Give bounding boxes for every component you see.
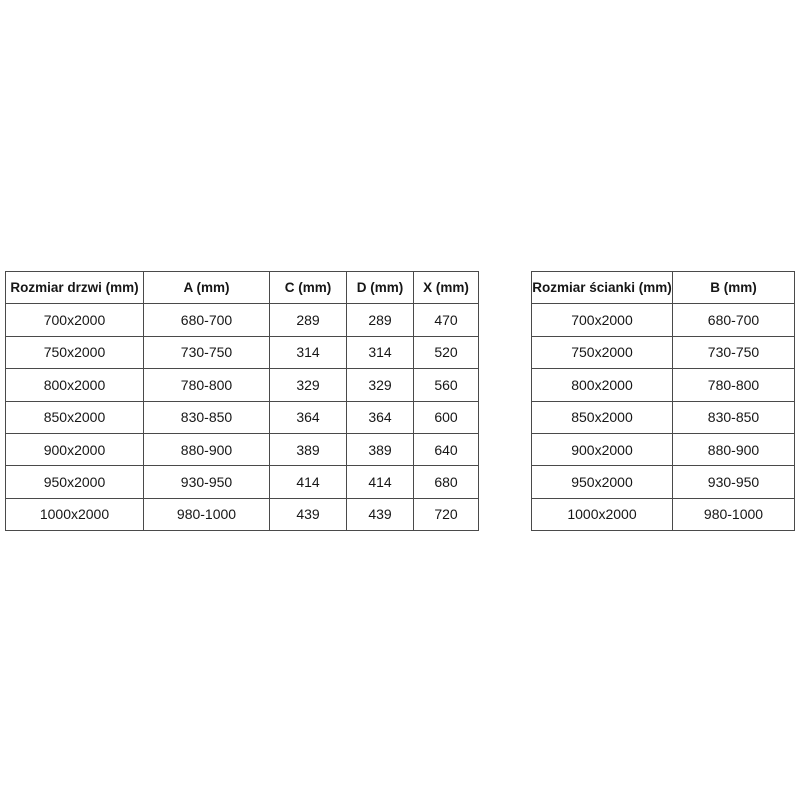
table-cell: 520: [414, 336, 479, 368]
table-row: [6, 401, 479, 433]
table-cell: 950x2000: [6, 466, 144, 498]
table-cell: 1000x2000: [532, 498, 673, 530]
table-cell: 389: [270, 433, 347, 465]
header-row: [6, 272, 479, 304]
table-cell: 880-900: [673, 433, 795, 465]
table-row: [6, 304, 479, 336]
table-cell: 680-700: [144, 304, 270, 336]
table-cell: 830-850: [144, 401, 270, 433]
table-cell: 850x2000: [6, 401, 144, 433]
table-cell: 389: [347, 433, 414, 465]
table-cell: 900x2000: [6, 433, 144, 465]
table-row: [6, 433, 479, 465]
table-row: [6, 336, 479, 368]
table-row: [532, 433, 795, 465]
table-cell: 700x2000: [532, 304, 673, 336]
table-row: [6, 369, 479, 401]
table-cell: 780-800: [673, 369, 795, 401]
table-row: [532, 401, 795, 433]
table-cell: 880-900: [144, 433, 270, 465]
table-cell: 800x2000: [6, 369, 144, 401]
table-cell: 364: [347, 401, 414, 433]
column-header: B (mm): [673, 272, 795, 304]
table-row: [532, 336, 795, 368]
table-cell: 329: [270, 369, 347, 401]
table-cell: 900x2000: [532, 433, 673, 465]
table-row: [6, 466, 479, 498]
table-row: [532, 369, 795, 401]
table-row: [6, 498, 479, 530]
table-cell: 750x2000: [6, 336, 144, 368]
table-cell: 560: [414, 369, 479, 401]
table-cell: 414: [270, 466, 347, 498]
table-row: [532, 304, 795, 336]
table-cell: 730-750: [144, 336, 270, 368]
table-cell: 730-750: [673, 336, 795, 368]
table-cell: 414: [347, 466, 414, 498]
table-cell: 680-700: [673, 304, 795, 336]
table-cell: 700x2000: [6, 304, 144, 336]
table-cell: 600: [414, 401, 479, 433]
table-cell: 289: [270, 304, 347, 336]
table-cell: 640: [414, 433, 479, 465]
table-cell: 364: [270, 401, 347, 433]
table-cell: 980-1000: [673, 498, 795, 530]
column-header: C (mm): [270, 272, 347, 304]
table-cell: 780-800: [144, 369, 270, 401]
table-cell: 289: [347, 304, 414, 336]
table-cell: 1000x2000: [6, 498, 144, 530]
table-cell: 720: [414, 498, 479, 530]
column-header: Rozmiar ścianki (mm): [532, 272, 673, 304]
column-header: A (mm): [144, 272, 270, 304]
table-cell: 680: [414, 466, 479, 498]
table-cell: 329: [347, 369, 414, 401]
table-row: [532, 466, 795, 498]
table-row: [532, 498, 795, 530]
table-cell: 314: [270, 336, 347, 368]
table-cell: 439: [347, 498, 414, 530]
table-cell: 800x2000: [532, 369, 673, 401]
table-cell: 750x2000: [532, 336, 673, 368]
table-cell: 930-950: [144, 466, 270, 498]
table-cell: 950x2000: [532, 466, 673, 498]
table-cell: 930-950: [673, 466, 795, 498]
column-header: Rozmiar drzwi (mm): [6, 272, 144, 304]
column-header: X (mm): [414, 272, 479, 304]
wall-size-table: [531, 271, 795, 531]
door-size-table: [5, 271, 479, 531]
table-cell: 850x2000: [532, 401, 673, 433]
table-cell: 314: [347, 336, 414, 368]
table-cell: 470: [414, 304, 479, 336]
table-cell: 830-850: [673, 401, 795, 433]
table-cell: 980-1000: [144, 498, 270, 530]
table-cell: 439: [270, 498, 347, 530]
header-row: [532, 272, 795, 304]
column-header: D (mm): [347, 272, 414, 304]
